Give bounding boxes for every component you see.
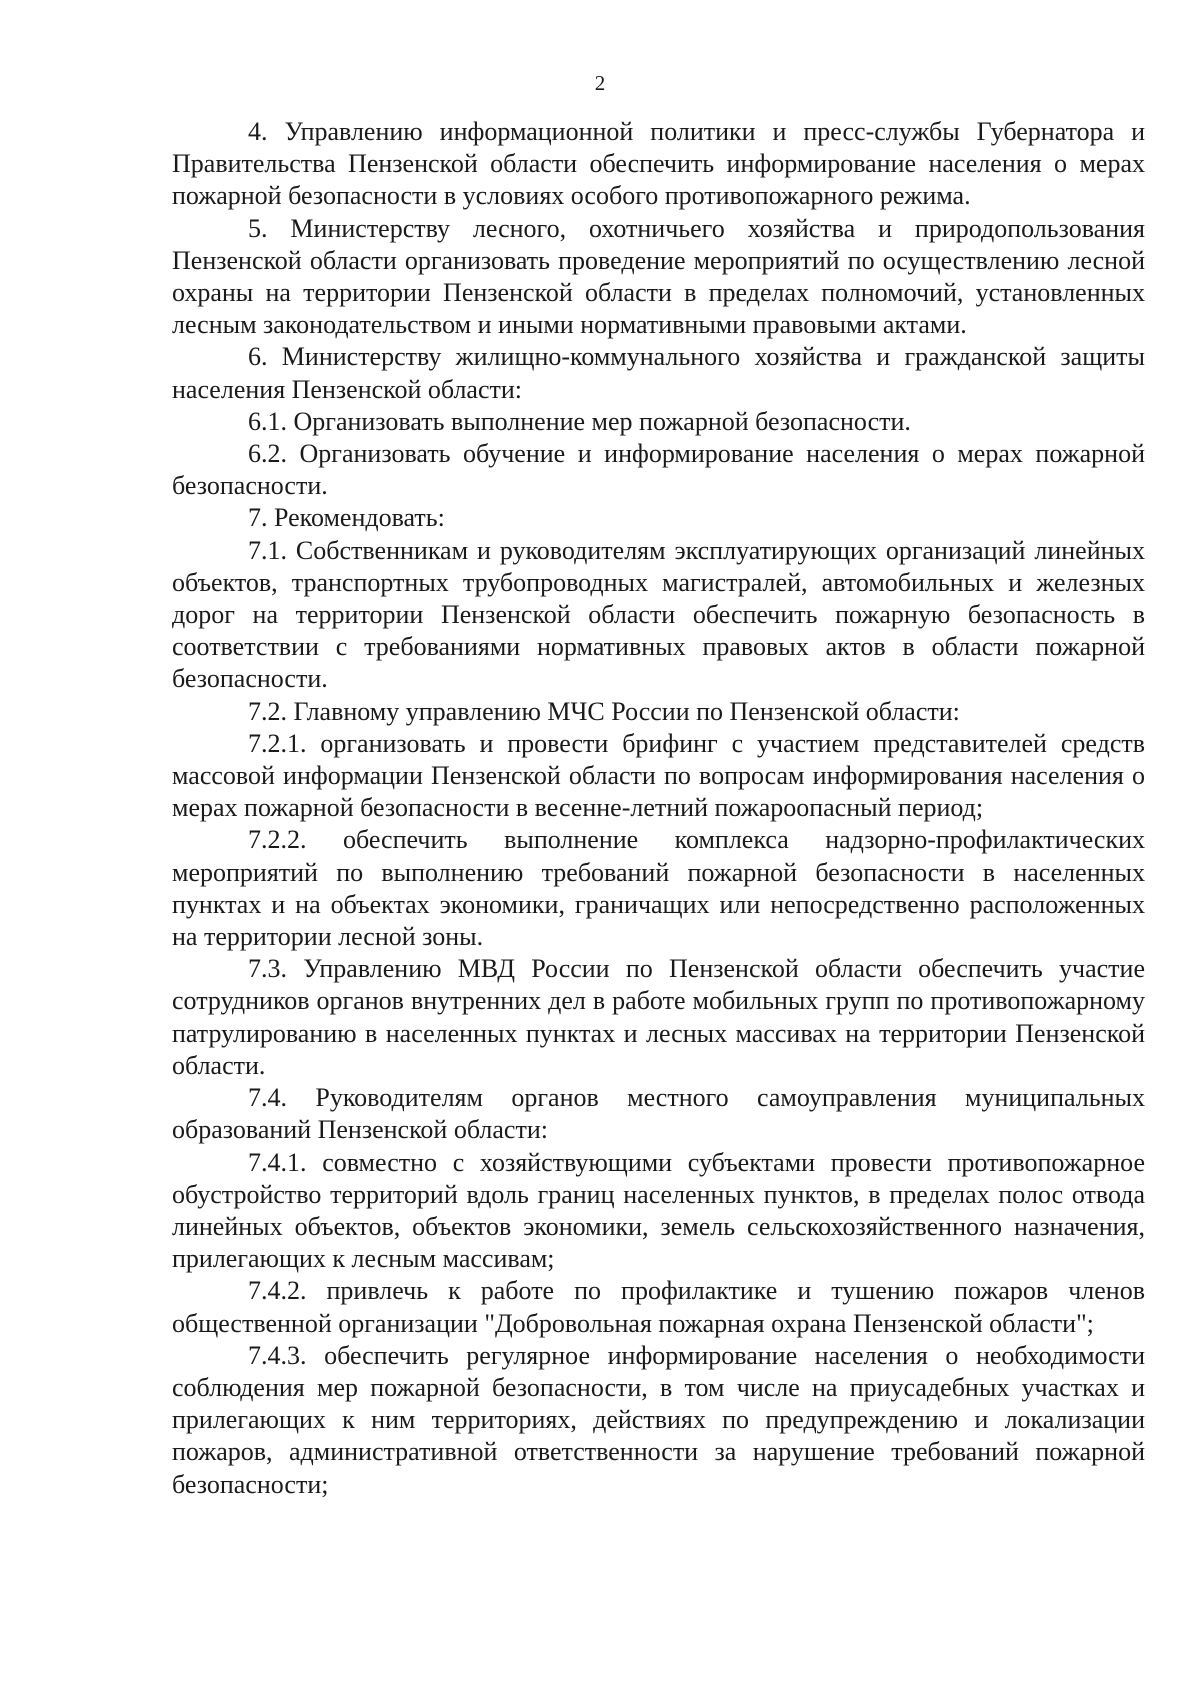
paragraph-7-4-2: 7.4.2. привлечь к работе по профилактике и тушению пожаров членов общественной организации "Добровольная пожарная охрана Пензенской области"; [172, 1276, 1145, 1338]
paragraph-6-2: 6.2. Организовать обучение и информирование населения о мерах пожарной безопасности. [172, 439, 1145, 501]
paragraph-6: 6. Министерству жилищно-коммунального хозяйства и гражданской защиты населения Пензенской области: [172, 342, 1145, 404]
paragraph-7-4-1: 7.4.1. совместно с хозяйствующими субъектами провести противопожарное обустройство территорий вдоль границ населенных пунктов, в пределах полос отвода линейных объектов, объектов экономики, земель сельскохозяйственного назначения, прилегающих к лесным массивам; [172, 1147, 1145, 1274]
paragraph-7-4: 7.4. Руководителям органов местного самоуправления муниципальных образований Пензенской области: [172, 1083, 1145, 1145]
paragraph-7: 7. Рекомендовать: [248, 503, 445, 533]
paragraph-7-4-3: 7.4.3. обеспечить регулярное информирование населения о необходимости соблюдения мер пожарной безопасности, в том числе на приусадебных участках и прилегающих к ним территориях, действиях по предупреждению и локализации пожаров, административной ответственности за нарушение требований пожарной безопасности; [172, 1340, 1145, 1499]
paragraph-7-1: 7.1. Собственникам и руководителям эксплуатирующих организаций линейных объектов, транспортных трубопроводных магистралей, автомобильных и железных дорог на территории Пензенской области обеспечить пожарную безопасность в соответствии с требованиями нормативных правовых актов в области пожарной безопасности. [172, 535, 1145, 694]
page-number: 2 [594, 71, 606, 95]
paragraph-5: 5. Министерству лесного, охотничьего хозяйства и природопользования Пензенской области организовать проведение мероприятий по осуществлению лесной охраны на территории Пензенской области в пределах полномочий, установленных лесным законодательством и иными нормативными правовыми актами. [172, 213, 1145, 340]
paragraph-7-2-1: 7.2.1. организовать и провести брифинг с участием представителей средств массовой информации Пензенской области по вопросам информирования населения о мерах пожарной безопасности в весенне-летний пожароопасный период; [172, 728, 1145, 823]
document-body [172, 116, 1145, 1501]
paragraph-4: 4. Управлению информационной политики и пресс-службы Губернатора и Правительства Пензенской области обеспечить информирование населения о мерах пожарной безопасности в условиях особого противопожарного режима. [172, 117, 1145, 211]
paragraph-7-3: 7.3. Управлению МВД России по Пензенской области обеспечить участие сотрудников органов внутренних дел в работе мобильных групп по противопожарному патрулированию в населенных пунктах и лесных массивах на территории Пензенской области. [172, 954, 1145, 1080]
paragraph-7-2-2: 7.2.2. обеспечить выполнение комплекса надзорно-профилактических мероприятий по выполнению требований пожарной безопасности в населенных пунктах и на объектах экономики, граничащих или непосредственно расположенных на территории лесной зоны. [172, 825, 1145, 952]
paragraph-7-2: 7.2. Главному управлению МЧС России по Пензенской области: [248, 696, 960, 726]
paragraph-6-1: 6.1. Организовать выполнение мер пожарной безопасности. [248, 406, 911, 436]
